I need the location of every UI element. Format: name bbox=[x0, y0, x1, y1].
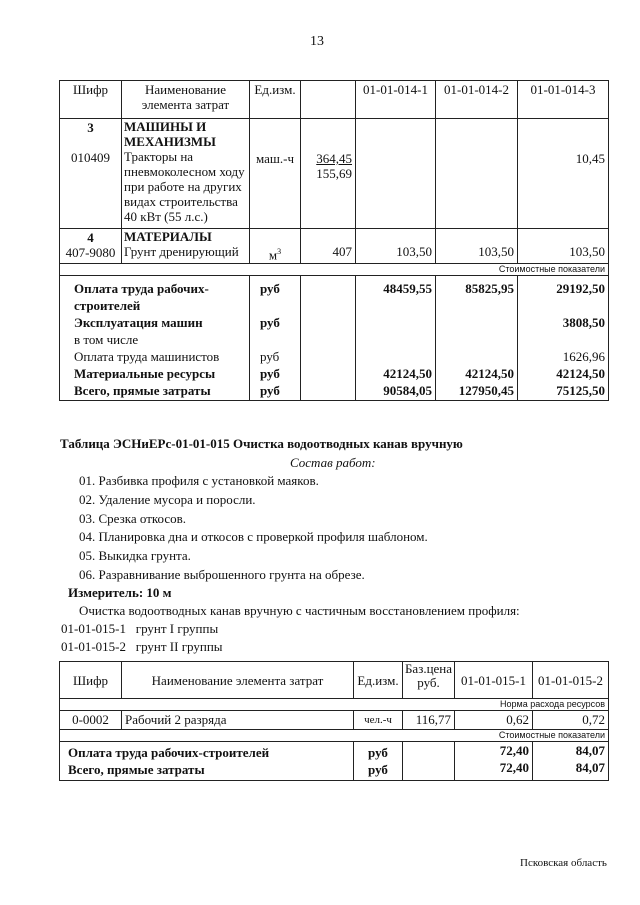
header-unit: Ед.изм. bbox=[250, 81, 301, 119]
header-v1: 01-01-014-1 bbox=[356, 81, 436, 119]
header-price bbox=[301, 81, 356, 119]
header-row bbox=[60, 662, 609, 699]
section-number: 3 bbox=[87, 120, 94, 135]
variant-code: 01-01-015-2 bbox=[61, 639, 126, 654]
total-value: 3808,50 bbox=[562, 315, 605, 331]
work-item: 03. Срезка откосов. bbox=[79, 511, 187, 526]
total-label: Оплата труда рабочих-строителей bbox=[68, 745, 270, 760]
value-1: 0,62 bbox=[455, 711, 533, 730]
work-item: 06. Разравнивание выброшенного грунта на обрезе. bbox=[79, 567, 365, 582]
resource-unit: маш.-ч bbox=[250, 119, 301, 229]
total-label: Эксплуатация машин bbox=[74, 315, 203, 331]
total-unit: руб bbox=[260, 349, 280, 365]
footer-region: Псковская область bbox=[520, 857, 607, 869]
work-item: 01. Разбивка профиля с установкой маяков. bbox=[79, 473, 319, 488]
total-value: 72,40 bbox=[499, 760, 529, 775]
section-title: МАТЕРИАЛЫ bbox=[124, 229, 212, 244]
total-value: 84,07 bbox=[575, 760, 605, 775]
section-materials-row bbox=[60, 229, 609, 264]
total-label: в том числе bbox=[74, 332, 139, 348]
header-name: Наименование элемента затрат bbox=[122, 662, 354, 699]
resource-code: 407-9080 bbox=[65, 245, 116, 260]
variant-2 bbox=[61, 639, 223, 655]
total-value: 48459,55 bbox=[383, 281, 432, 297]
work-item: 05. Выкидка грунта. bbox=[79, 548, 191, 563]
total-value: 1626,96 bbox=[562, 349, 605, 365]
variant-1 bbox=[61, 621, 218, 637]
page-number: 13 bbox=[310, 34, 324, 49]
work-item: 04. Планировка дна и откосов с проверкой профиля шаблоном. bbox=[79, 529, 428, 544]
cost-indicators-label: Стоимостные показатели bbox=[60, 730, 609, 742]
price-top: 364,45 bbox=[316, 151, 352, 166]
total-unit: руб bbox=[368, 762, 388, 777]
value-1 bbox=[356, 119, 436, 229]
header-v2: 01-01-015-2 bbox=[533, 662, 609, 699]
resource-name: Рабочий 2 разряда bbox=[122, 711, 354, 730]
norm-label: Норма расхода ресурсов bbox=[60, 699, 609, 711]
work-item: 02. Удаление мусора и поросли. bbox=[79, 492, 256, 507]
section-number: 4 bbox=[87, 230, 94, 245]
header-price: Баз.цена руб. bbox=[403, 662, 455, 699]
resource-name: Грунт дренирующий bbox=[124, 244, 239, 259]
unit-superscript: 3 bbox=[277, 247, 282, 256]
header-row bbox=[60, 81, 609, 119]
section-machines-row bbox=[60, 119, 609, 229]
total-value: 29192,50 bbox=[556, 281, 605, 297]
value-1: 103,50 bbox=[356, 229, 436, 264]
total-value: 84,07 bbox=[575, 743, 605, 758]
total-value: 42124,50 bbox=[383, 366, 432, 382]
meter: Измеритель: 10 м bbox=[68, 585, 172, 600]
resource-price: 407 bbox=[301, 229, 356, 264]
total-value: 90584,05 bbox=[383, 383, 432, 399]
resource-unit: м bbox=[268, 247, 278, 263]
total-unit: руб bbox=[260, 366, 280, 382]
total-value: 85825,95 bbox=[465, 281, 514, 297]
total-unit: руб bbox=[260, 383, 280, 399]
price-bottom: 155,69 bbox=[316, 166, 352, 181]
header-code: Шифр bbox=[60, 81, 122, 119]
total-unit: руб bbox=[260, 281, 280, 297]
resource-name: Тракторы на пневмоколесном ходу при работе на других видах строительства 40 кВт (55 л.с.) bbox=[124, 149, 245, 224]
totals-row bbox=[60, 742, 609, 781]
value-2: 103,50 bbox=[436, 229, 518, 264]
total-unit: руб bbox=[368, 745, 388, 760]
header-v3: 01-01-014-3 bbox=[518, 81, 609, 119]
header-name: Наименование элемента затрат bbox=[122, 81, 250, 119]
cost-indicators-label: Стоимостные показатели bbox=[60, 264, 609, 276]
resource-code: 0-0002 bbox=[60, 711, 122, 730]
variant-text: грунт II группы bbox=[135, 639, 223, 654]
total-value: 127950,45 bbox=[458, 383, 514, 399]
works-subtitle: Состав работ: bbox=[290, 455, 376, 470]
resource-row bbox=[60, 711, 609, 730]
resource-table-015 bbox=[59, 661, 609, 781]
header-v1: 01-01-015-1 bbox=[455, 662, 533, 699]
total-value: 42124,50 bbox=[556, 366, 605, 382]
header-v2: 01-01-014-2 bbox=[436, 81, 518, 119]
total-label: Материальные ресурсы bbox=[74, 366, 216, 382]
description: Очистка водоотводных канав вручную с частичным восстановлением профиля: bbox=[79, 603, 520, 618]
section-title: МАШИНЫ И МЕХАНИЗМЫ bbox=[124, 119, 216, 149]
total-value: 72,40 bbox=[499, 743, 529, 758]
total-label: Оплата труда рабочих-строителей bbox=[74, 281, 209, 314]
resource-unit: чел.-ч bbox=[354, 711, 403, 730]
resource-table-014 bbox=[59, 80, 609, 401]
value-3: 10,45 bbox=[518, 119, 609, 229]
table-title: Таблица ЭСНиЕРс-01-01-015 Очистка водоотводных канав вручную bbox=[60, 436, 463, 451]
header-code: Шифр bbox=[60, 662, 122, 699]
resource-price: 116,77 bbox=[403, 711, 455, 730]
variant-text: грунт I группы bbox=[135, 621, 219, 636]
totals-row bbox=[60, 276, 609, 401]
total-value: 75125,50 bbox=[556, 383, 605, 399]
value-3: 103,50 bbox=[518, 229, 609, 264]
resource-code: 010409 bbox=[71, 150, 110, 165]
total-label: Оплата труда машинистов bbox=[74, 349, 220, 365]
total-label: Всего, прямые затраты bbox=[68, 762, 205, 777]
works-list bbox=[79, 473, 599, 603]
variant-code: 01-01-015-1 bbox=[61, 621, 126, 636]
total-value: 42124,50 bbox=[465, 366, 514, 382]
header-unit: Ед.изм. bbox=[354, 662, 403, 699]
total-label: Всего, прямые затраты bbox=[74, 383, 211, 399]
value-2: 0,72 bbox=[533, 711, 609, 730]
total-unit: руб bbox=[260, 315, 280, 331]
value-2 bbox=[436, 119, 518, 229]
